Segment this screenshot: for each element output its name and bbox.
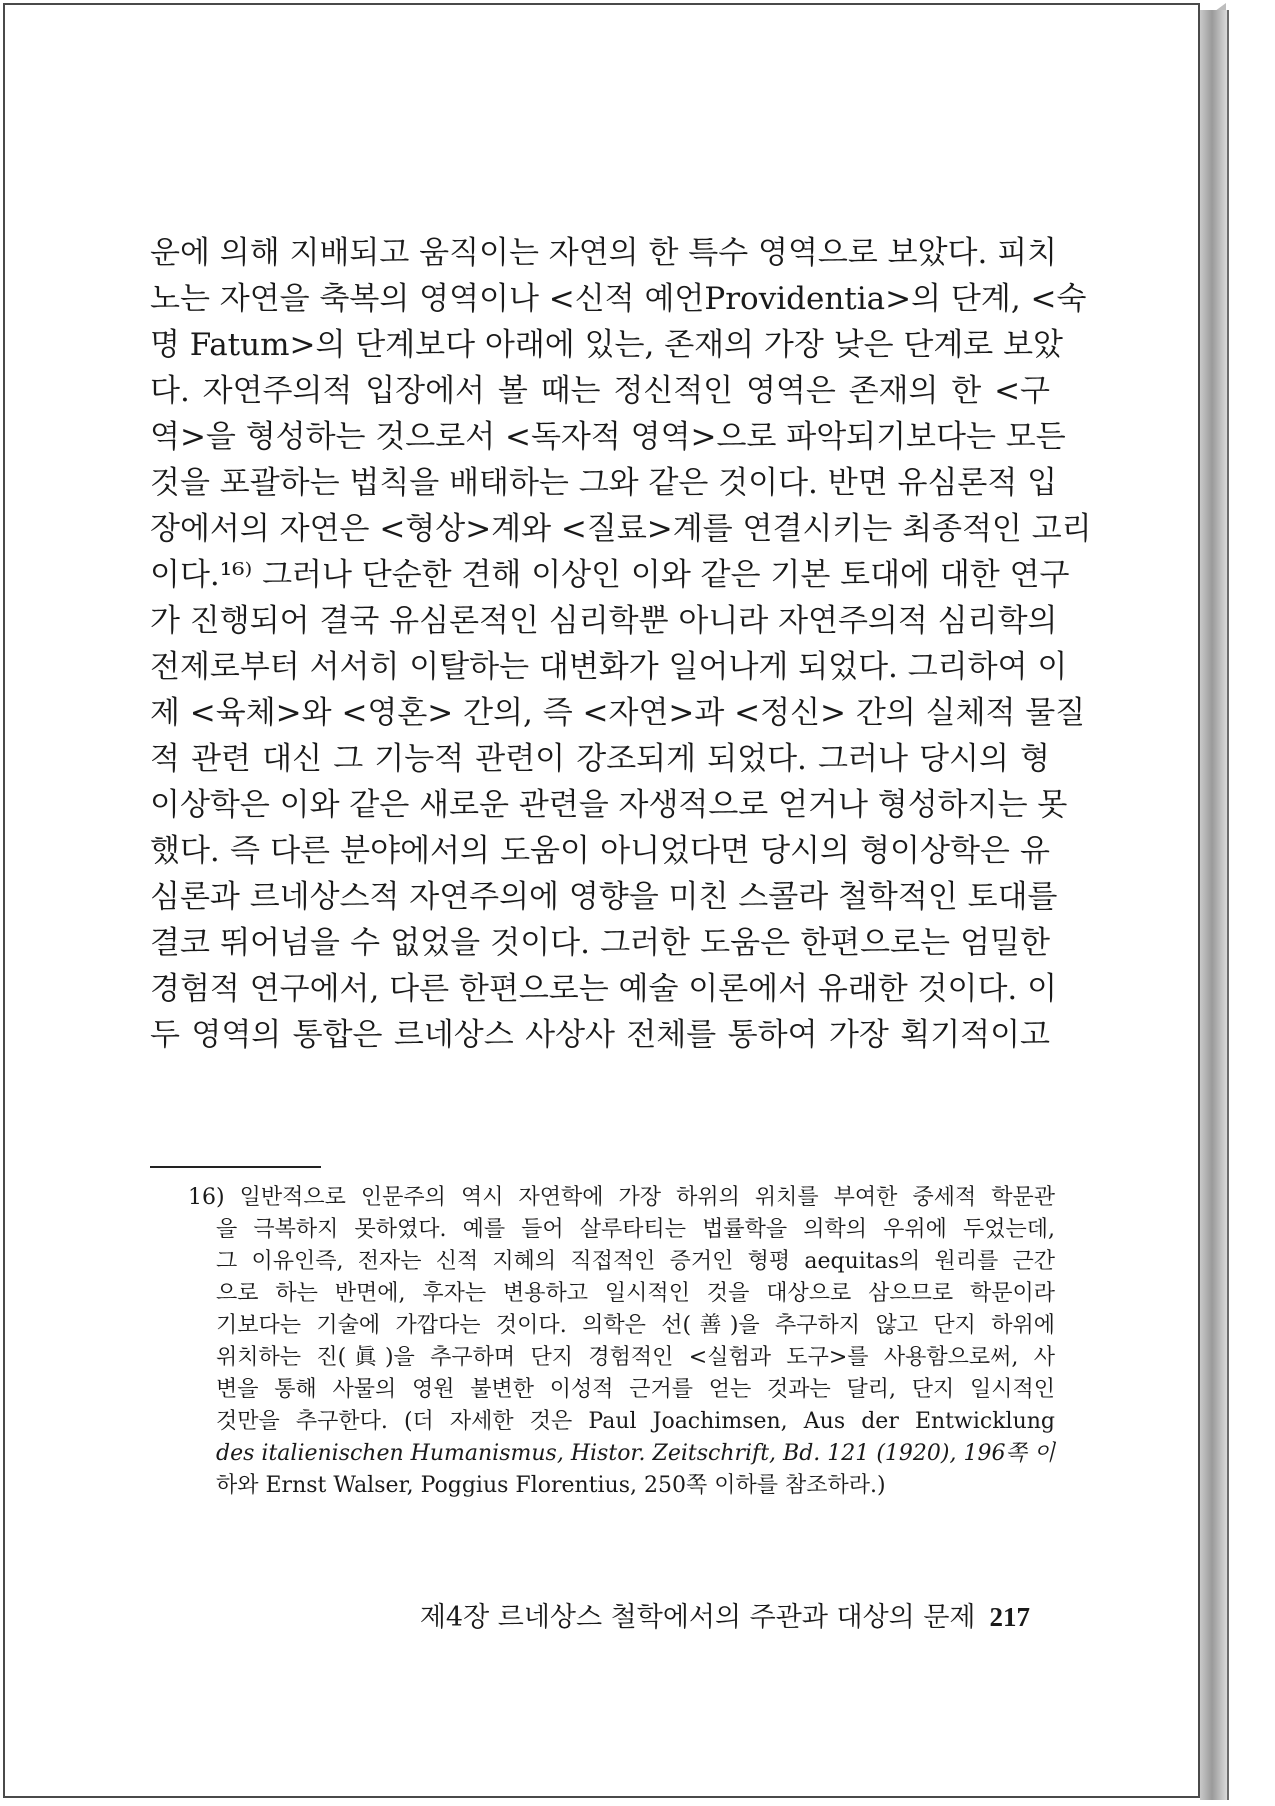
body-line: 결코 뛰어넘을 수 없었을 것이다. 그러한 도움은 한편으로는 엄밀한 — [150, 925, 1050, 961]
footnote-line: 16) 일반적으로 인문주의 역시 자연학에 가장 하위의 위치를 부여한 중세적 학문관 — [188, 1185, 1055, 1210]
footnote-line: 그 이유인즉, 전자는 신적 지혜의 직접적인 증거인 형평 aequitas의 원리를 근간 — [216, 1249, 1055, 1274]
footnote-line: 위치하는 진(眞)을 추구하며 단지 경험적인 <실험과 도구>를 사용함으로써, 사 — [216, 1345, 1055, 1370]
footnote-line: 을 극복하지 못하였다. 예를 들어 살루타티는 법률학을 의학의 우위에 두었는데, — [216, 1217, 1055, 1242]
footnote-separator — [150, 1166, 321, 1168]
body-line: 다. 자연주의적 입장에서 볼 때는 정신적인 영역은 존재의 한 <구 — [150, 373, 1050, 409]
footnote-line: des italienischen Humanismus, Histor. Zeitschrift, Bd. 121 (1920), 196쪽 이 — [216, 1441, 1055, 1466]
body-line: 명 Fatum>의 단계보다 아래에 있는, 존재의 가장 낮은 단계로 보았 — [150, 327, 1063, 363]
body-line: 경험적 연구에서, 다른 한편으로는 예술 이론에서 유래한 것이다. 이 — [150, 971, 1058, 1007]
body-line: 했다. 즉 다른 분야에서의 도움이 아니었다면 당시의 형이상학은 유 — [150, 833, 1050, 869]
body-line: 운에 의해 지배되고 움직이는 자연의 한 특수 영역으로 보았다. 피치 — [150, 235, 1058, 271]
body-line: 것을 포괄하는 법칙을 배태하는 그와 같은 것이다. 반면 유심론적 입 — [150, 465, 1058, 501]
body-line: 장에서의 자연은 <형상>계와 <질료>계를 연결시키는 최종적인 고리 — [150, 511, 1092, 547]
body-line: 노는 자연을 축복의 영역이나 <신적 예언Providentia>의 단계, <숙 — [150, 281, 1087, 317]
footnote-line: 으로 하는 반면에, 후자는 변용하고 일시적인 것을 대상으로 삼으므로 학문이라 — [216, 1281, 1055, 1306]
body-line: 제 <육체>와 <영혼> 간의, 즉 <자연>과 <정신> 간의 실체적 물질 — [150, 695, 1086, 731]
page-number: 217 — [989, 1602, 1030, 1632]
running-title: 제4장 르네상스 철학에서의 주관과 대상의 문제 — [419, 1602, 976, 1633]
body-line: 적 관련 대신 그 기능적 관련이 강조되게 되었다. 그러나 당시의 형 — [150, 741, 1050, 777]
footnote-16 — [188, 1182, 1055, 1502]
body-line: 이다.¹⁶⁾ 그러나 단순한 견해 이상인 이와 같은 기본 토대에 대한 연구 — [150, 557, 1070, 593]
footnote-line: 하와 Ernst Walser, Poggius Florentius, 250쪽 이하를 참조하라.) — [216, 1473, 886, 1498]
body-line: 전제로부터 서서히 이탈하는 대변화가 일어나게 되었다. 그리하여 이 — [150, 649, 1068, 685]
footnote-line: 기보다는 기술에 가깝다는 것이다. 의학은 선(善)을 추구하지 않고 단지 하위에 — [216, 1313, 1055, 1338]
footnote-line: 것만을 추구한다. (더 자세한 것은 Paul Joachimsen, Aus der Entwicklung — [216, 1409, 1055, 1434]
body-line: 가 진행되어 결국 유심론적인 심리학뿐 아니라 자연주의적 심리학의 — [150, 603, 1058, 639]
body-line: 두 영역의 통합은 르네상스 사상사 전체를 통하여 가장 획기적이고 — [150, 1017, 1050, 1053]
footnote-line: 변을 통해 사물의 영원 불변한 이성적 근거를 얻는 것과는 달리, 단지 일시적인 — [216, 1377, 1055, 1402]
body-line: 심론과 르네상스적 자연주의에 영향을 미친 스콜라 철학적인 토대를 — [150, 879, 1058, 915]
body-line: 이상학은 이와 같은 새로운 관련을 자생적으로 얻거나 형성하지는 못 — [150, 787, 1068, 823]
running-footer — [412, 1597, 1030, 1637]
body-text — [150, 230, 1092, 1058]
page-stack-edge — [1200, 10, 1229, 1800]
body-line: 역>을 형성하는 것으로서 <독자적 영역>으로 파악되기보다는 모든 — [150, 419, 1066, 455]
